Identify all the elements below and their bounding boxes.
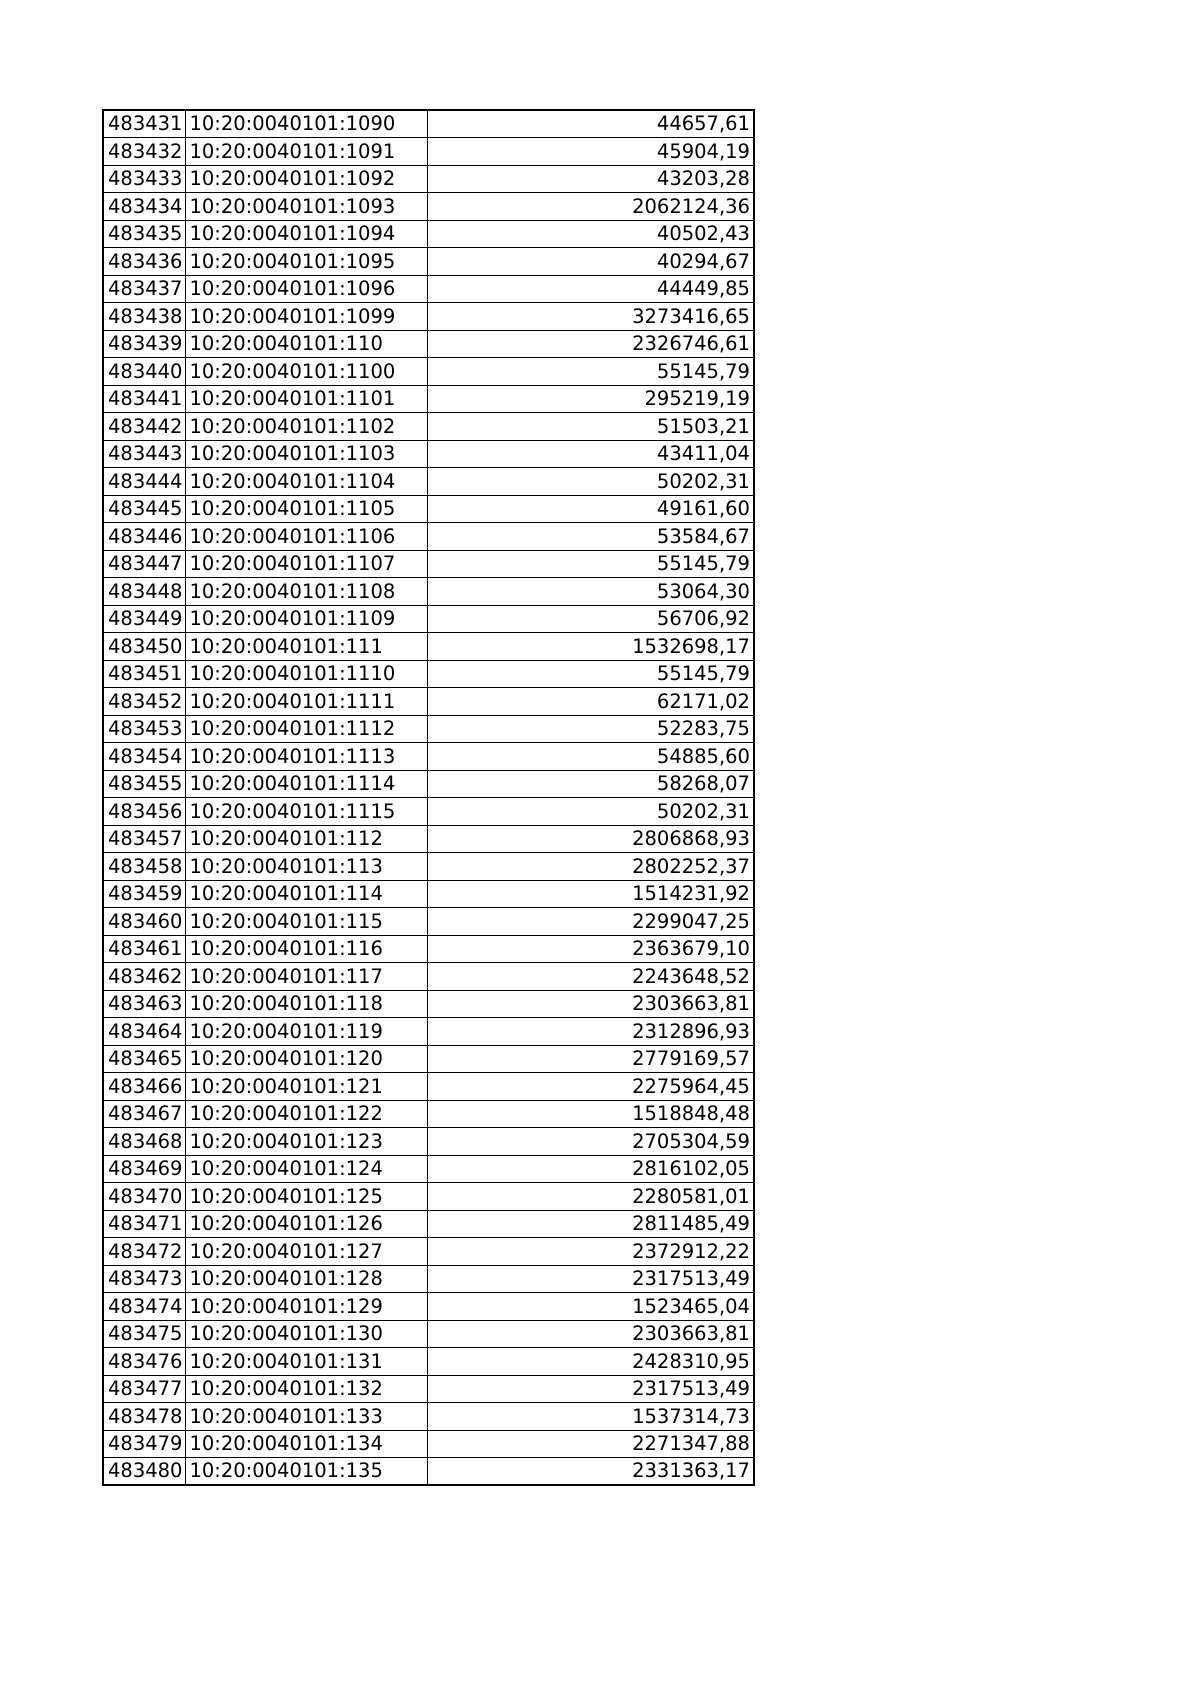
cadastral-number-cell: 10:20:0040101:122 <box>186 1100 428 1128</box>
table-row <box>103 303 754 331</box>
value-cell: 2806868,93 <box>428 825 754 853</box>
table-row <box>103 1183 754 1211</box>
value-cell: 2428310,95 <box>428 1348 754 1376</box>
table-row <box>103 825 754 853</box>
row-id-cell: 483452 <box>103 688 186 716</box>
table-row <box>103 330 754 358</box>
row-id-cell: 483473 <box>103 1265 186 1293</box>
row-id-cell: 483454 <box>103 743 186 771</box>
cadastral-number-cell: 10:20:0040101:1095 <box>186 248 428 276</box>
cadastral-number-cell: 10:20:0040101:1112 <box>186 715 428 743</box>
value-cell: 53064,30 <box>428 578 754 606</box>
value-cell: 51503,21 <box>428 413 754 441</box>
cadastral-number-cell: 10:20:0040101:121 <box>186 1073 428 1101</box>
cadastral-number-cell: 10:20:0040101:134 <box>186 1430 428 1458</box>
cadastral-number-cell: 10:20:0040101:111 <box>186 633 428 661</box>
row-id-cell: 483460 <box>103 908 186 936</box>
row-id-cell: 483450 <box>103 633 186 661</box>
row-id-cell: 483444 <box>103 468 186 496</box>
value-cell: 44449,85 <box>428 275 754 303</box>
row-id-cell: 483480 <box>103 1458 186 1486</box>
value-cell: 2363679,10 <box>428 935 754 963</box>
cadastral-number-cell: 10:20:0040101:116 <box>186 935 428 963</box>
cadastral-number-cell: 10:20:0040101:113 <box>186 853 428 881</box>
value-cell: 2326746,61 <box>428 330 754 358</box>
value-cell: 2062124,36 <box>428 193 754 221</box>
table-row <box>103 908 754 936</box>
value-cell: 2303663,81 <box>428 990 754 1018</box>
row-id-cell: 483462 <box>103 963 186 991</box>
row-id-cell: 483470 <box>103 1183 186 1211</box>
row-id-cell: 483434 <box>103 193 186 221</box>
data-table <box>102 109 755 1486</box>
row-id-cell: 483455 <box>103 770 186 798</box>
table-row <box>103 468 754 496</box>
row-id-cell: 483458 <box>103 853 186 881</box>
cadastral-number-cell: 10:20:0040101:135 <box>186 1458 428 1486</box>
value-cell: 55145,79 <box>428 550 754 578</box>
table-row <box>103 633 754 661</box>
row-id-cell: 483478 <box>103 1403 186 1431</box>
table-row <box>103 688 754 716</box>
data-table-body <box>103 110 754 1485</box>
row-id-cell: 483442 <box>103 413 186 441</box>
table-row <box>103 1128 754 1156</box>
value-cell: 2312896,93 <box>428 1018 754 1046</box>
cadastral-number-cell: 10:20:0040101:1111 <box>186 688 428 716</box>
value-cell: 2271347,88 <box>428 1430 754 1458</box>
table-row <box>103 770 754 798</box>
table-row <box>103 1045 754 1073</box>
value-cell: 2816102,05 <box>428 1155 754 1183</box>
value-cell: 52283,75 <box>428 715 754 743</box>
value-cell: 295219,19 <box>428 385 754 413</box>
value-cell: 49161,60 <box>428 495 754 523</box>
value-cell: 3273416,65 <box>428 303 754 331</box>
cadastral-number-cell: 10:20:0040101:117 <box>186 963 428 991</box>
cadastral-number-cell: 10:20:0040101:1093 <box>186 193 428 221</box>
cadastral-number-cell: 10:20:0040101:114 <box>186 880 428 908</box>
row-id-cell: 483435 <box>103 220 186 248</box>
cadastral-number-cell: 10:20:0040101:118 <box>186 990 428 1018</box>
table-row <box>103 1320 754 1348</box>
row-id-cell: 483445 <box>103 495 186 523</box>
row-id-cell: 483446 <box>103 523 186 551</box>
table-row <box>103 495 754 523</box>
table-row <box>103 1100 754 1128</box>
table-row <box>103 523 754 551</box>
table-row <box>103 990 754 1018</box>
cadastral-number-cell: 10:20:0040101:1113 <box>186 743 428 771</box>
cadastral-number-cell: 10:20:0040101:1094 <box>186 220 428 248</box>
row-id-cell: 483476 <box>103 1348 186 1376</box>
cadastral-number-cell: 10:20:0040101:1105 <box>186 495 428 523</box>
table-row <box>103 1293 754 1321</box>
row-id-cell: 483443 <box>103 440 186 468</box>
table-row <box>103 963 754 991</box>
table-row <box>103 853 754 881</box>
value-cell: 2317513,49 <box>428 1265 754 1293</box>
value-cell: 2275964,45 <box>428 1073 754 1101</box>
table-row <box>103 880 754 908</box>
cadastral-number-cell: 10:20:0040101:126 <box>186 1210 428 1238</box>
cadastral-number-cell: 10:20:0040101:1099 <box>186 303 428 331</box>
row-id-cell: 483469 <box>103 1155 186 1183</box>
table-row <box>103 743 754 771</box>
cadastral-number-cell: 10:20:0040101:1110 <box>186 660 428 688</box>
value-cell: 43411,04 <box>428 440 754 468</box>
value-cell: 2779169,57 <box>428 1045 754 1073</box>
row-id-cell: 483453 <box>103 715 186 743</box>
cadastral-number-cell: 10:20:0040101:1092 <box>186 165 428 193</box>
cadastral-number-cell: 10:20:0040101:1104 <box>186 468 428 496</box>
value-cell: 2331363,17 <box>428 1458 754 1486</box>
row-id-cell: 483433 <box>103 165 186 193</box>
row-id-cell: 483467 <box>103 1100 186 1128</box>
table-row <box>103 110 754 138</box>
cadastral-number-cell: 10:20:0040101:1100 <box>186 358 428 386</box>
cadastral-number-cell: 10:20:0040101:130 <box>186 1320 428 1348</box>
table-row <box>103 1348 754 1376</box>
table-row <box>103 935 754 963</box>
value-cell: 2280581,01 <box>428 1183 754 1211</box>
value-cell: 1518848,48 <box>428 1100 754 1128</box>
table-row <box>103 275 754 303</box>
value-cell: 1523465,04 <box>428 1293 754 1321</box>
cadastral-number-cell: 10:20:0040101:1090 <box>186 110 428 138</box>
value-cell: 2243648,52 <box>428 963 754 991</box>
value-cell: 40294,67 <box>428 248 754 276</box>
value-cell: 2705304,59 <box>428 1128 754 1156</box>
cadastral-number-cell: 10:20:0040101:1108 <box>186 578 428 606</box>
cadastral-number-cell: 10:20:0040101:1103 <box>186 440 428 468</box>
cadastral-number-cell: 10:20:0040101:1096 <box>186 275 428 303</box>
value-cell: 40502,43 <box>428 220 754 248</box>
table-row <box>103 1403 754 1431</box>
row-id-cell: 483448 <box>103 578 186 606</box>
row-id-cell: 483464 <box>103 1018 186 1046</box>
row-id-cell: 483449 <box>103 605 186 633</box>
row-id-cell: 483431 <box>103 110 186 138</box>
row-id-cell: 483463 <box>103 990 186 1018</box>
cadastral-number-cell: 10:20:0040101:1115 <box>186 798 428 826</box>
value-cell: 2811485,49 <box>428 1210 754 1238</box>
value-cell: 50202,31 <box>428 798 754 826</box>
cadastral-number-cell: 10:20:0040101:1102 <box>186 413 428 441</box>
table-row <box>103 413 754 441</box>
cadastral-number-cell: 10:20:0040101:1109 <box>186 605 428 633</box>
table-row <box>103 1073 754 1101</box>
row-id-cell: 483456 <box>103 798 186 826</box>
value-cell: 53584,67 <box>428 523 754 551</box>
row-id-cell: 483465 <box>103 1045 186 1073</box>
row-id-cell: 483468 <box>103 1128 186 1156</box>
value-cell: 55145,79 <box>428 660 754 688</box>
cadastral-number-cell: 10:20:0040101:131 <box>186 1348 428 1376</box>
value-cell: 50202,31 <box>428 468 754 496</box>
value-cell: 56706,92 <box>428 605 754 633</box>
table-row <box>103 1265 754 1293</box>
value-cell: 2372912,22 <box>428 1238 754 1266</box>
cadastral-number-cell: 10:20:0040101:1091 <box>186 138 428 166</box>
cadastral-number-cell: 10:20:0040101:133 <box>186 1403 428 1431</box>
table-row <box>103 1238 754 1266</box>
value-cell: 2317513,49 <box>428 1375 754 1403</box>
row-id-cell: 483432 <box>103 138 186 166</box>
table-row <box>103 1375 754 1403</box>
value-cell: 2299047,25 <box>428 908 754 936</box>
table-row <box>103 605 754 633</box>
row-id-cell: 483471 <box>103 1210 186 1238</box>
table-row <box>103 550 754 578</box>
table-row <box>103 358 754 386</box>
cadastral-number-cell: 10:20:0040101:1106 <box>186 523 428 551</box>
row-id-cell: 483457 <box>103 825 186 853</box>
value-cell: 2303663,81 <box>428 1320 754 1348</box>
cadastral-number-cell: 10:20:0040101:128 <box>186 1265 428 1293</box>
cadastral-number-cell: 10:20:0040101:1107 <box>186 550 428 578</box>
cadastral-number-cell: 10:20:0040101:132 <box>186 1375 428 1403</box>
row-id-cell: 483477 <box>103 1375 186 1403</box>
cadastral-number-cell: 10:20:0040101:110 <box>186 330 428 358</box>
value-cell: 62171,02 <box>428 688 754 716</box>
table-row <box>103 165 754 193</box>
table-row <box>103 193 754 221</box>
row-id-cell: 483461 <box>103 935 186 963</box>
table-row <box>103 660 754 688</box>
row-id-cell: 483440 <box>103 358 186 386</box>
value-cell: 2802252,37 <box>428 853 754 881</box>
row-id-cell: 483436 <box>103 248 186 276</box>
row-id-cell: 483474 <box>103 1293 186 1321</box>
table-row <box>103 220 754 248</box>
cadastral-number-cell: 10:20:0040101:123 <box>186 1128 428 1156</box>
row-id-cell: 483479 <box>103 1430 186 1458</box>
table-row <box>103 578 754 606</box>
table-row <box>103 385 754 413</box>
table-row <box>103 1430 754 1458</box>
table-row <box>103 1155 754 1183</box>
table-row <box>103 248 754 276</box>
row-id-cell: 483472 <box>103 1238 186 1266</box>
row-id-cell: 483459 <box>103 880 186 908</box>
value-cell: 1532698,17 <box>428 633 754 661</box>
row-id-cell: 483441 <box>103 385 186 413</box>
table-row <box>103 798 754 826</box>
row-id-cell: 483438 <box>103 303 186 331</box>
value-cell: 44657,61 <box>428 110 754 138</box>
value-cell: 1514231,92 <box>428 880 754 908</box>
table-row <box>103 715 754 743</box>
cadastral-number-cell: 10:20:0040101:125 <box>186 1183 428 1211</box>
cadastral-number-cell: 10:20:0040101:119 <box>186 1018 428 1046</box>
row-id-cell: 483451 <box>103 660 186 688</box>
cadastral-number-cell: 10:20:0040101:1101 <box>186 385 428 413</box>
table-row <box>103 1458 754 1486</box>
cadastral-number-cell: 10:20:0040101:127 <box>186 1238 428 1266</box>
cadastral-number-cell: 10:20:0040101:120 <box>186 1045 428 1073</box>
value-cell: 1537314,73 <box>428 1403 754 1431</box>
value-cell: 54885,60 <box>428 743 754 771</box>
value-cell: 45904,19 <box>428 138 754 166</box>
cadastral-number-cell: 10:20:0040101:129 <box>186 1293 428 1321</box>
value-cell: 55145,79 <box>428 358 754 386</box>
table-row <box>103 138 754 166</box>
cadastral-number-cell: 10:20:0040101:112 <box>186 825 428 853</box>
row-id-cell: 483466 <box>103 1073 186 1101</box>
row-id-cell: 483475 <box>103 1320 186 1348</box>
row-id-cell: 483437 <box>103 275 186 303</box>
cadastral-number-cell: 10:20:0040101:115 <box>186 908 428 936</box>
table-row <box>103 1018 754 1046</box>
row-id-cell: 483447 <box>103 550 186 578</box>
table-row <box>103 1210 754 1238</box>
table-row <box>103 440 754 468</box>
cadastral-number-cell: 10:20:0040101:1114 <box>186 770 428 798</box>
cadastral-number-cell: 10:20:0040101:124 <box>186 1155 428 1183</box>
value-cell: 43203,28 <box>428 165 754 193</box>
value-cell: 58268,07 <box>428 770 754 798</box>
row-id-cell: 483439 <box>103 330 186 358</box>
